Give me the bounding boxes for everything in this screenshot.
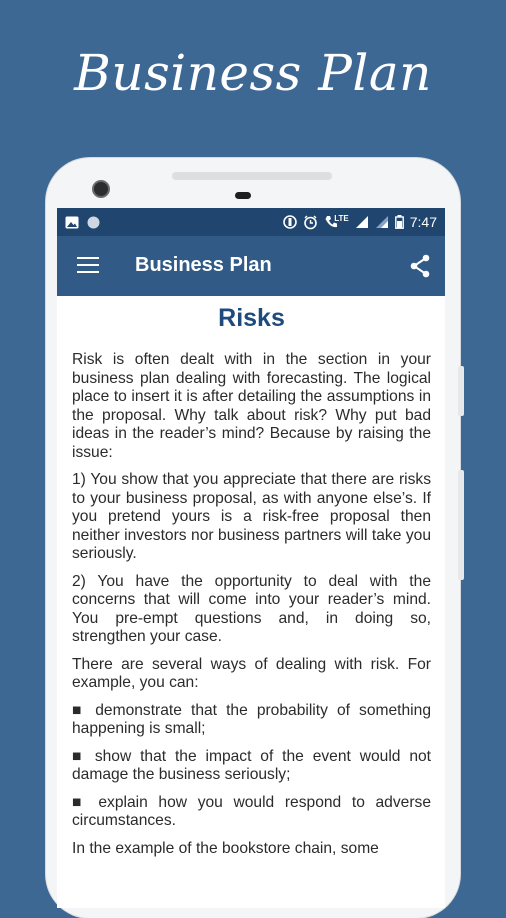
bullet-item: ■ demonstrate that the probability of something happening is small; — [72, 701, 431, 737]
alarm-icon — [303, 215, 318, 230]
article-title: Risks — [218, 304, 285, 332]
power-button — [458, 366, 464, 416]
banner-title: Business Plan — [74, 44, 432, 102]
article-paragraph: 1) You show that you appreciate that there are risks to your business proposal, as with anyone else’s. If you pretend yours is a risk-free proposal then neither investors nor business partners will take you seriously. — [72, 471, 431, 562]
article-paragraph: Risk is often dealt with in the section in your business plan dealing with forecasting. The logical place to insert it is after detailing the assumptions in the proposal. Why talk about risk? Why put bad ideas in the reader’s mind? Because by raising the issue: — [72, 351, 431, 461]
status-bar — [57, 208, 445, 236]
app-bar — [57, 236, 445, 296]
hamburger-menu-icon[interactable] — [77, 257, 99, 275]
earpiece-speaker — [172, 172, 332, 180]
lte-indicator — [324, 215, 349, 229]
status-time: 7:47 — [409, 214, 437, 230]
app-screen — [57, 208, 445, 908]
lte-label: LTE — [334, 213, 349, 223]
proximity-sensor — [235, 192, 251, 199]
wifi-signal-icon — [375, 215, 389, 229]
article-paragraph: 2) You have the opportunity to deal with the concerns that will come into your reader’s mind. You pre-empt questions and, in doing so, strengthen your case. — [72, 572, 431, 645]
image-notification-icon — [65, 216, 79, 229]
article-paragraph: There are several ways of dealing with risk. For example, you can: — [72, 655, 431, 691]
share-icon[interactable] — [409, 254, 431, 278]
volume-button — [458, 470, 464, 580]
circle-notification-icon — [87, 216, 100, 229]
app-bar-title: Business Plan — [135, 254, 272, 276]
bullet-item: ■ show that the impact of the event would not damage the business seriously; — [72, 747, 431, 783]
article-paragraph: In the example of the bookstore chain, some — [72, 839, 379, 857]
vibrate-icon — [283, 215, 297, 229]
battery-icon — [395, 215, 404, 229]
article-content — [57, 296, 445, 858]
front-camera — [92, 180, 110, 198]
cell-signal-icon — [355, 215, 369, 229]
bullet-item: ■ explain how you would respond to adverse circumstances. — [72, 793, 431, 829]
